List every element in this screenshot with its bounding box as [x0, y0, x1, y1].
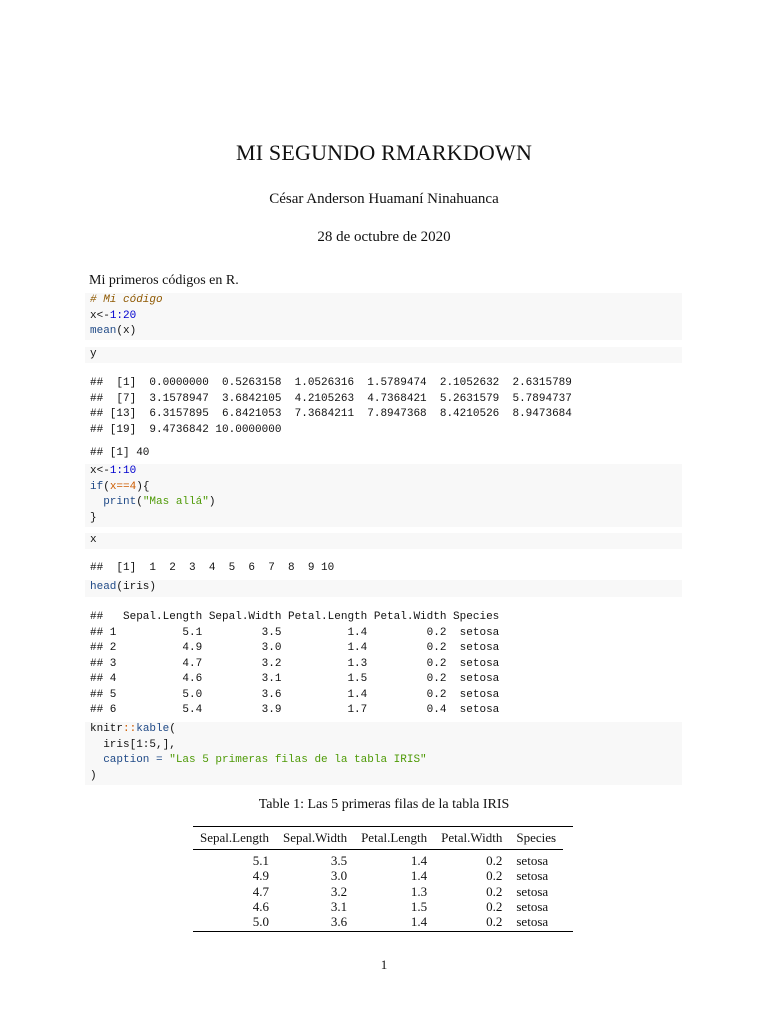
table-cell: 1.4 — [410, 868, 428, 884]
column-header: Species — [509, 826, 563, 850]
table-cell: 0.2 — [486, 868, 503, 884]
code-line: } — [90, 511, 97, 524]
code-line: ) — [90, 769, 97, 782]
table-cell: 3.1 — [330, 898, 348, 914]
document-date: 28 de octubre de 2020 — [317, 229, 451, 245]
table-cell: 4.7 — [252, 883, 269, 899]
output-line: ## [7] 3.1578947 3.6842105 4.2105263 4.7368421 5.2631579 5.7894737 — [90, 392, 572, 405]
table-cell: setosa — [516, 914, 549, 930]
table-header-row — [193, 826, 563, 850]
intro-paragraph: Mi primeros códigos en R. — [89, 273, 239, 288]
output-line: ## Sepal.Length Sepal.Width Petal.Length Petal.Width Species — [90, 611, 500, 623]
table-cell: 1.3 — [410, 883, 428, 899]
output-line: ## 5 5.0 3.6 1.4 0.2 setosa — [90, 688, 500, 701]
table-cell: setosa — [516, 898, 549, 914]
table-cell: 0.2 — [486, 853, 503, 868]
table-cell: setosa — [516, 868, 549, 884]
code-chunk-head — [85, 580, 682, 597]
output-line: ## 3 4.7 3.2 1.3 0.2 setosa — [90, 657, 500, 670]
output-line: ## 4 4.6 3.1 1.5 0.2 setosa — [90, 673, 500, 685]
code-line: print("Mas allá") — [103, 496, 216, 508]
output-head — [90, 610, 499, 719]
output-mean — [90, 446, 149, 462]
column-header: Sepal.Width — [276, 826, 354, 850]
table-cell: 0.2 — [486, 898, 503, 914]
code-chunk-if — [85, 464, 682, 527]
table-cell: 3.6 — [330, 914, 348, 930]
table-cell: 4.9 — [252, 868, 269, 884]
table-cell: 0.2 — [486, 914, 503, 930]
table-cell: 1.4 — [410, 914, 428, 930]
output-x — [90, 561, 334, 577]
output-line: ## 1 5.1 3.5 1.4 0.2 setosa — [90, 626, 500, 639]
table-row — [193, 884, 563, 899]
column-header: Sepal.Length — [193, 826, 276, 850]
code-line: x<-1:10 — [90, 465, 137, 477]
code-line: if(x==4){ — [90, 480, 150, 493]
iris-table — [193, 826, 563, 929]
table-bottom-rule — [193, 931, 573, 932]
table-row — [193, 914, 563, 929]
table-row — [193, 899, 563, 914]
page-number: 1 — [380, 957, 388, 972]
code-chunk-y — [85, 347, 682, 363]
code-line: knitr::kable( — [90, 723, 176, 735]
table-row — [193, 868, 563, 883]
table-cell: setosa — [516, 853, 549, 868]
code-line: iris[1:5,], — [90, 738, 176, 751]
document-author: César Anderson Huamaní Ninahuanca — [269, 191, 499, 207]
code-chunk-x — [85, 533, 682, 549]
code-line: y — [90, 348, 97, 360]
table-cell: 3.5 — [330, 853, 348, 868]
table-cell: 5.0 — [252, 914, 269, 930]
code-line: mean(x) — [90, 325, 137, 337]
code-chunk-kable — [85, 722, 682, 785]
column-header: Petal.Width — [434, 826, 509, 850]
output-line: ## [13] 6.3157895 6.8421053 7.3684211 7.8947368 8.4210526 8.9473684 — [90, 408, 572, 420]
code-line: head(iris) — [90, 581, 157, 593]
table-cell: setosa — [516, 883, 549, 899]
table-row — [193, 850, 563, 869]
code-line: x — [90, 534, 97, 546]
output-y — [90, 376, 572, 438]
output-line: ## 6 5.4 3.9 1.7 0.4 setosa — [90, 704, 500, 716]
output-line: ## [19] 9.4736842 10.0000000 — [90, 423, 282, 436]
table-cell: 0.2 — [486, 883, 503, 899]
table-cell: 1.5 — [410, 898, 428, 914]
code-line: caption = "Las 5 primeras filas de la tabla IRIS" — [90, 754, 427, 766]
table-cell: 3.0 — [330, 868, 348, 884]
table-cell: 3.2 — [330, 883, 348, 899]
table-cell: 4.6 — [252, 898, 269, 914]
column-header: Petal.Length — [354, 826, 434, 850]
output-line: ## [1] 40 — [90, 447, 150, 459]
table-cell: 1.4 — [410, 853, 428, 868]
output-line: ## 2 4.9 3.0 1.4 0.2 setosa — [90, 642, 500, 654]
output-line: ## [1] 1 2 3 4 5 6 7 8 9 10 — [90, 562, 335, 574]
code-line: # Mi código — [90, 294, 163, 306]
output-line: ## [1] 0.0000000 0.5263158 1.0526316 1.5789474 2.1052632 2.6315789 — [90, 377, 572, 389]
code-chunk-mean — [85, 293, 682, 340]
table-caption: Table 1: Las 5 primeras filas de la tabla IRIS — [258, 797, 510, 812]
code-line: x<-1:20 — [90, 309, 137, 322]
table-cell: 5.1 — [252, 853, 269, 868]
document-title: MI SEGUNDO RMARKDOWN — [235, 140, 533, 165]
